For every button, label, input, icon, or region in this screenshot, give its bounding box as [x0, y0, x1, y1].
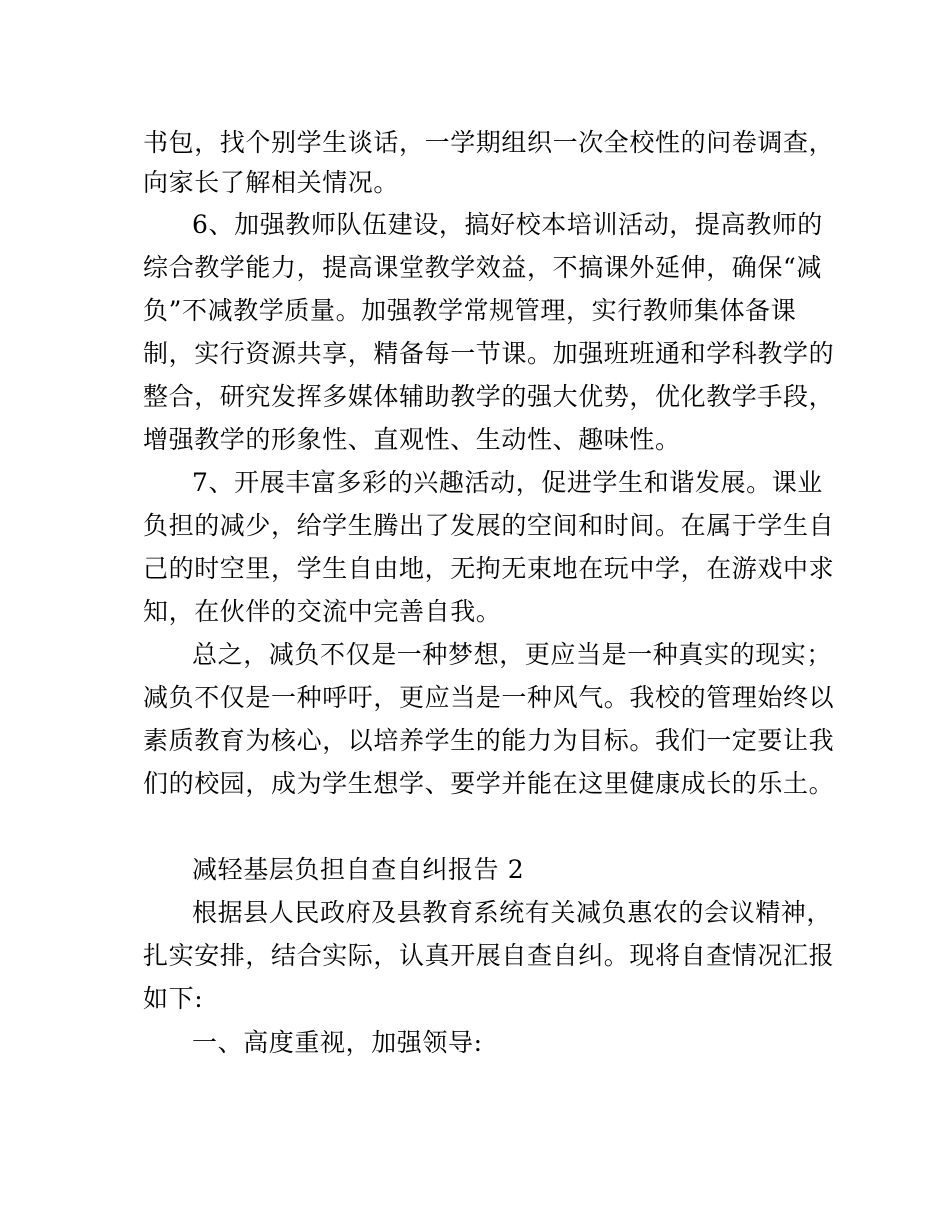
conclusion-paragraph-start: 总之，减负不仅是一种梦想，更应当是一种真实的现实；: [192, 640, 833, 669]
text-line: 增强教学的形象性、直观性、生动性、趣味性。: [143, 425, 681, 454]
text-line: 整合，研究发挥多媒体辅助教学的强大优势，优化教学手段，: [143, 382, 835, 411]
text-line: 如下:: [143, 984, 204, 1013]
text-line: 们的校园，成为学生想学、要学并能在这里健康成长的乐土。: [143, 769, 835, 798]
text-line: 向家长了解相关情况。: [143, 168, 400, 197]
text-line: 素质教育为核心，以培养学生的能力为目标。我们一定要让我: [143, 726, 835, 755]
section-heading: 一、高度重视，加强领导:: [192, 1028, 483, 1057]
text-line: 扎实安排，结合实际，认真开展自查自纠。现将自查情况汇报: [143, 941, 835, 970]
text-line: 减负不仅是一种呼吁，更应当是一种风气。我校的管理始终以: [143, 683, 835, 712]
text-line: 负担的减少，给学生腾出了发展的空间和时间。在属于学生自: [143, 511, 835, 540]
text-line: 己的时空里，学生自由地，无拘无束地在玩中学，在游戏中求: [143, 554, 835, 583]
report-intro-start: 根据县人民政府及县教育系统有关减负惠农的会议精神，: [192, 898, 833, 927]
text-line: 书包，找个别学生谈话，一学期组织一次全校性的问卷调查，: [143, 128, 835, 157]
report-title: 减轻基层负担自查自纠报告 2: [192, 855, 525, 884]
text-line: 负”不减教学质量。加强教学常规管理，实行教师集体备课: [143, 296, 797, 325]
paragraph-7-start: 7、开展丰富多彩的兴趣活动，促进学生和谐发展。课业: [192, 468, 823, 497]
text-line: 知，在伙伴的交流中完善自我。: [143, 597, 502, 626]
text-line: 制，实行资源共享，精备每一节课。加强班班通和学科教学的: [143, 339, 835, 368]
text-line: 综合教学能力，提高课堂教学效益，不搞课外延伸，确保“减: [143, 253, 822, 282]
paragraph-6-start: 6、加强教师队伍建设，搞好校本培训活动，提高教师的: [192, 210, 823, 239]
